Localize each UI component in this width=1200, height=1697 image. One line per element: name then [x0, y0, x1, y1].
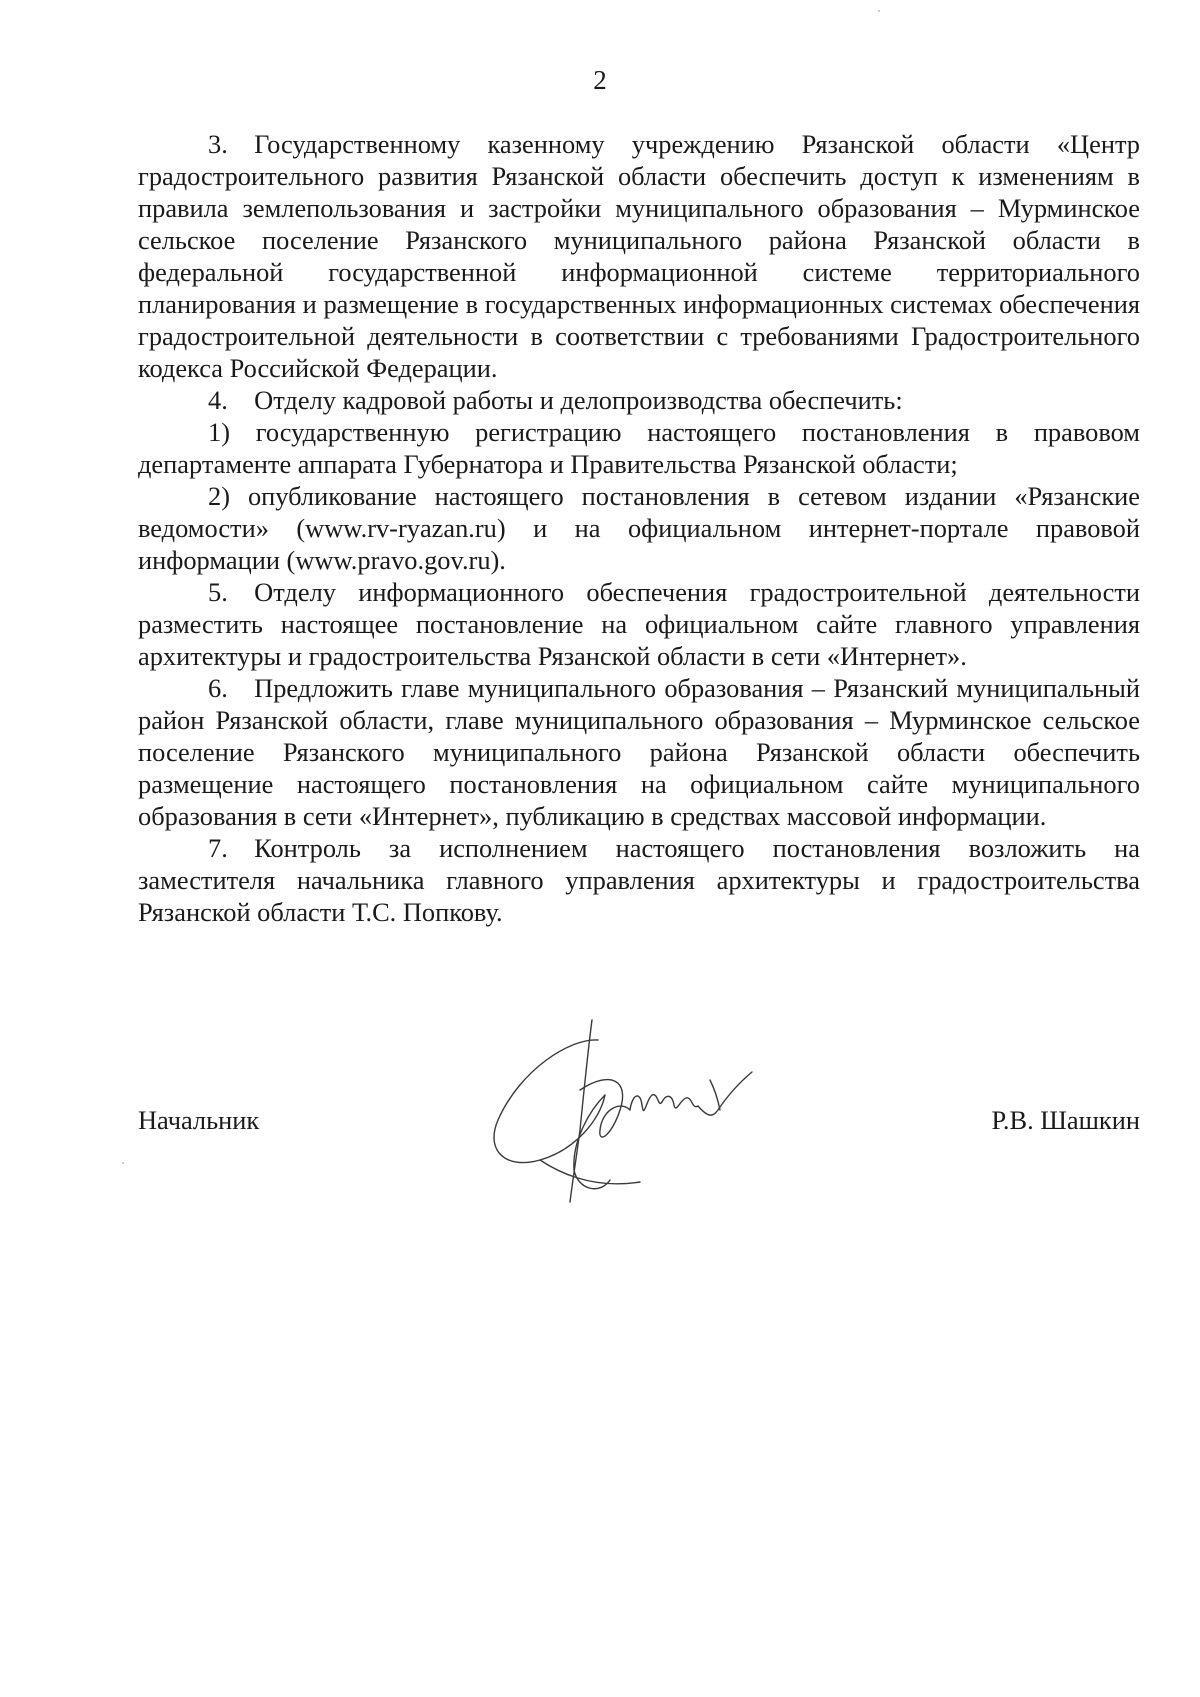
paragraph-item-4: 4. Отделу кадровой работы и делопроизводства обеспечить:: [208, 385, 903, 415]
paragraph-item-5: 5. Отделу информационного обеспечения градостроительной деятельности разместить настоящее постановление на официальном сайте главного управления архитектуры и градостроительства Рязанской области в сети «Интернет».: [138, 577, 1140, 671]
page-number: 2: [593, 65, 607, 95]
signatory-name: Р.В. Шашкин: [991, 1105, 1140, 1135]
signature-block: [138, 1104, 1140, 1144]
scan-speck: [878, 10, 880, 12]
paragraph-item-4-2: 2) опубликование настоящего постановления в сетевом издании «Рязанские ведомости» (www.rv-ryazan.ru) и на официальном интернет-портале правовой информации (www.pravo.gov.ru).: [138, 481, 1140, 575]
paragraph-item-6: 6. Предложить главе муниципального образования – Рязанский муниципальный район Рязанской области, главе муниципального образования – Мурминское сельское поселение Рязанского муниципального района Рязанской области обеспечить размещение настоящего постановления на официальном сайте муниципального образования в сети «Интернет», публикацию в средствах массовой информации.: [138, 673, 1140, 831]
paragraph-item-3: 3. Государственному казенному учреждению Рязанской области «Центр градостроительного развития Рязанской области обеспечить доступ к изменениям в правила землепользования и застройки муниципального образования – Мурминское сельское поселение Рязанского муниципального района Рязанской области в федеральной государственной информационной системе территориального планирования и размещение в государственных информационных системах обеспечения градостроительной деятельности в соответствии с требованиями Градостроительного кодекса Российской Федерации.: [138, 129, 1140, 383]
paragraph-item-7: 7. Контроль за исполнением настоящего постановления возложить на заместителя начальника главного управления архитектуры и градостроительства Рязанской области Т.С. Попкову.: [138, 833, 1140, 927]
scan-speck: [122, 1162, 124, 1164]
document-body: [138, 128, 1140, 928]
paragraph-item-4-1: 1) государственную регистрацию настоящего постановления в правовом департаменте аппарата Губернатора и Правительства Рязанской области;: [138, 417, 1140, 479]
signatory-position: Начальник: [138, 1105, 260, 1135]
